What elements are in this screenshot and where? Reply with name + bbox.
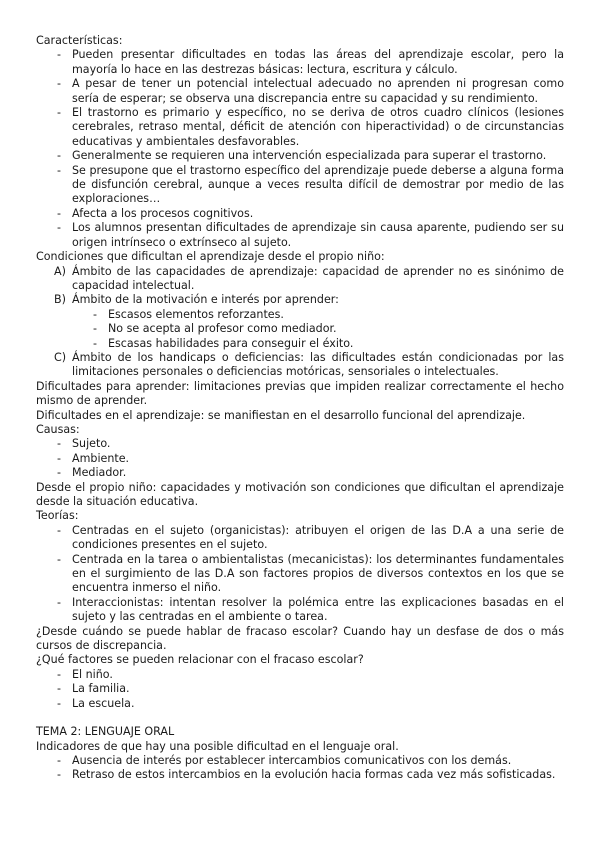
list-item: - No se acepta al profesor como mediador. xyxy=(36,322,564,336)
condiciones-list-cont xyxy=(36,351,564,380)
list-marker: B) xyxy=(54,293,66,307)
list-item: - Afecta a los procesos cognitivos. xyxy=(36,207,564,221)
list-item: - El trastorno es primario y específico, no se deriva de otros cuadro clínicos (lesiones cerebrales, retraso mental, déficit de atención con hiperactividad) o de circunstancias educativas y ambientales desfavorables. xyxy=(36,106,564,149)
list-item: - Centrada en la tarea o ambientalistas (mecanicistas): los determinantes fundamentales en el surgimiento de las D.A son factores propios de diversos contextos en los que se encuentra inmerso el niño. xyxy=(36,553,564,596)
list-item: - La familia. xyxy=(36,682,564,696)
list-item: - Ambiente. xyxy=(36,452,564,466)
indicadores-list xyxy=(36,754,564,783)
condicion-text: Ámbito de los handicaps o deficiencias: las dificultades están condicionadas por las limitaciones personales o deficiencias motóricas, sensoriales o intelectuales. xyxy=(72,350,564,379)
list-marker: C) xyxy=(54,350,67,364)
condicion-text: Ámbito de las capacidades de aprendizaje: capacidad de aprender no es sinónimo de capacidad intelectual. xyxy=(72,264,564,292)
list-item: - Ausencia de interés por establecer intercambios comunicativos con los demás. xyxy=(36,754,564,768)
tema2-intro: Indicadores de que hay una posible dificultad en el lenguaje oral. xyxy=(36,739,399,753)
list-item: - Escasas habilidades para conseguir el éxito. xyxy=(36,337,564,351)
dificultades-para-paragraph: Dificultades para aprender: limitaciones previas que impiden realizar correctamente el hecho mismo de aprender. xyxy=(36,379,564,408)
list-item: - Centradas en el sujeto (organicistas): atribuyen el origen de las D.A a una serie de condiciones presentes en el sujeto. xyxy=(36,524,564,553)
teorias-list xyxy=(36,524,564,625)
tema2-title: TEMA 2: LENGUAJE ORAL xyxy=(36,725,175,739)
teorias-heading: Teorías: xyxy=(36,509,79,523)
list-item: - A pesar de tener un potencial intelectual adecuado no aprenden ni progresan como sería de esperar; se observa una discrepancia entre su capacidad y su rendimiento. xyxy=(36,77,564,106)
condicion-text: Ámbito de la motivación e interés por aprender: xyxy=(72,293,339,307)
causas-heading: Causas: xyxy=(36,422,80,436)
dificultades-en-paragraph: Dificultades en el aprendizaje: se manifiestan en el desarrollo funcional del aprendizaje. xyxy=(36,408,526,422)
caracteristicas-list xyxy=(36,48,564,250)
list-item: - Sujeto. xyxy=(36,437,564,451)
pregunta-factores: ¿Qué factores se pueden relacionar con el fracaso escolar? xyxy=(36,653,364,667)
list-item: - Los alumnos presentan dificultades de aprendizaje sin causa aparente, pudiendo ser su origen intrínseco o extrínseco al sujeto. xyxy=(36,221,564,250)
list-item: - Generalmente se requieren una intervención especializada para superar el trastorno. xyxy=(36,149,564,163)
causas-list xyxy=(36,437,564,480)
factores-list xyxy=(36,668,564,711)
condicion-c xyxy=(36,351,564,380)
list-item: - Mediador. xyxy=(36,466,564,480)
list-item: - Interaccionistas: intentan resolver la polémica entre las explicaciones basadas en el sujeto y las centradas en el ambiente o tarea. xyxy=(36,596,564,625)
list-item: - Retraso de estos intercambios en la evolución hacia formas cada vez más sofisticadas. xyxy=(36,768,564,782)
pregunta-desfase: ¿Desde cuándo se puede hablar de fracaso escolar? Cuando hay un desfase de dos o más cursos de discrepancia. xyxy=(36,624,564,653)
list-item: - Pueden presentar dificultades en todas las áreas del aprendizaje escolar, pero la mayoría lo hace en las destrezas básicas: lectura, escritura y cálculo. xyxy=(36,48,564,77)
motivacion-sublist xyxy=(36,308,564,351)
section-gap xyxy=(36,711,564,725)
condiciones-heading: Condiciones que dificultan el aprendizaje desde el propio niño: xyxy=(36,250,385,264)
condicion-b xyxy=(36,293,564,307)
list-item: - Escasos elementos reforzantes. xyxy=(36,308,564,322)
desde-nino-paragraph: Desde el propio niño: capacidades y motivación son condiciones que dificultan el aprendizaje desde la situación educativa. xyxy=(36,480,564,508)
caracteristicas-heading: Características: xyxy=(36,34,123,47)
condicion-a xyxy=(36,265,564,294)
list-item: - Se presupone que el trastorno específico del aprendizaje puede deberse a alguna forma de disfunción cerebral, aunque a veces resulta difícil de demostrar por medio de las exploraciones… xyxy=(36,164,564,207)
list-item: - El niño. xyxy=(36,668,564,682)
condiciones-list xyxy=(36,265,564,308)
list-marker: A) xyxy=(54,264,66,278)
list-item: - La escuela. xyxy=(36,697,564,711)
